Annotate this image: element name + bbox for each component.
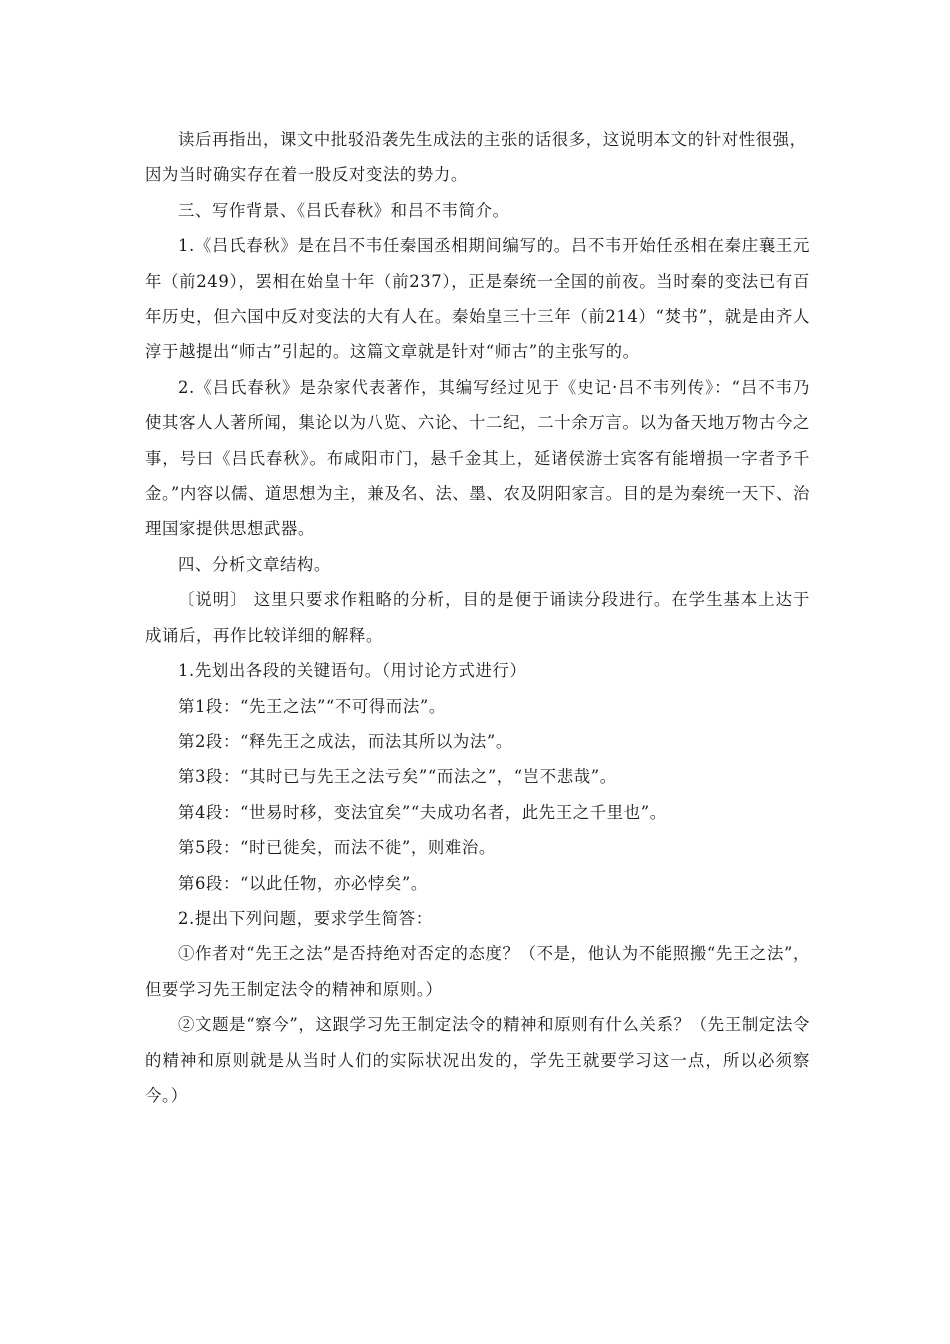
section-heading-background: 三、写作背景、《吕氏春秋》和吕不韦简介。 [178, 200, 510, 220]
question-1: ①作者对“先王之法”是否持绝对否定的态度？（不是，他认为不能照搬“先王之法”，但要学习先王制定法令的精神和原则。） [145, 944, 810, 999]
document-body [145, 122, 810, 1113]
paragraph-reading-note-continued: 因为当时确实存在着一股反对变法的势力。 [145, 165, 468, 185]
paragraph-questions-intro: 2.提出下列问题，要求学生简答： [178, 908, 433, 928]
section-heading-structure: 四、分析文章结构。 [178, 554, 331, 574]
paragraph-background-1: 1.《吕氏春秋》是在吕不韦任秦国丞相期间编写的。吕不韦开始任丞相在秦庄襄王元年（前249），罢相在始皇十年（前237），正是秦统一全国的前夜。当时秦的变法已有百年历史，但六国中反对变法的大有人在。秦始皇三十三年（前214）“焚书”，就是由齐人淳于越提出“师古”引起的。这篇文章就是针对“师古”的主张写的。 [145, 236, 810, 362]
list-item-segment-3: 第3段：“其时已与先王之法亏矣”“而法之”，“岂不悲哉”。 [178, 767, 617, 787]
list-item-segment-1: 第1段：“先王之法”“不可得而法”。 [178, 696, 446, 716]
paragraph-reading-note: 读后再指出，课文中批驳沿袭先生成法的主张的话很多，这说明本文的针对性很强， [178, 130, 807, 149]
list-item-segment-5: 第5段：“时已徙矣，而法不徙”，则难治。 [178, 838, 496, 858]
list-item-segment-6: 第6段：“以此任物，亦必悖矣”。 [178, 873, 428, 893]
question-2: ②文题是“察今”，这跟学习先王制定法令的精神和原则有什么关系？（先王制定法令的精神和原则就是从当时人们的实际状况出发的，学先王就要学习这一点，所以必须察今。） [145, 1015, 810, 1105]
paragraph-key-sentences-intro: 1.先划出各段的关键语句。（用讨论方式进行） [178, 661, 527, 681]
list-item-segment-2: 第2段：“释先王之成法，而法其所以为法”。 [178, 731, 513, 751]
paragraph-background-2: 2.《吕氏春秋》是杂家代表著作，其编写经过见于《史记·吕不韦列传》：“吕不韦乃使其客人人著所闻，集论以为八览、六论、十二纪，二十余万言。以为备天地万物古今之事，号曰《吕氏春秋》。布咸阳市门，悬千金其上，延诸侯游士宾客有能增损一字者予千金。”内容以儒、道思想为主，兼及名、法、墨、农及阴阳家言。目的是为秦统一天下、治理国家提供思想武器。 [145, 377, 810, 539]
paragraph-explanation: 〔说明〕 这里只要求作粗略的分析，目的是便于诵读分段进行。在学生基本上达于成诵后，再作比较详细的解释。 [145, 590, 810, 645]
list-item-segment-4: 第4段：“世易时移，变法宜矣”“夫成功名者，此先王之千里也”。 [178, 802, 667, 822]
